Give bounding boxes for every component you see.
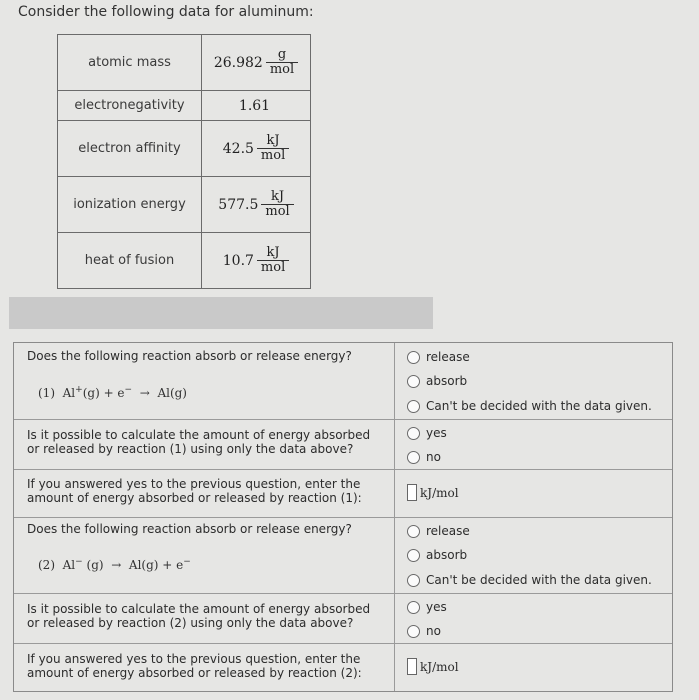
unit-fraction [261,190,293,220]
option-label: Can't be decided with the data given. [426,573,652,587]
prompt-line: amount of energy absorbed or released by reaction (2): [27,666,362,680]
option-label: no [426,450,441,464]
question-cell [14,343,395,419]
radio-icon[interactable] [407,549,420,562]
prompt-line: Is it possible to calculate the amount of energy absorbed [27,602,371,616]
question-row-4 [14,517,672,594]
reaction-species: Al [62,558,76,572]
unit-numerator: kJ [266,132,280,148]
prompt-line: Is it possible to calculate the amount of energy absorbed [27,428,371,442]
reaction-equation-1 [38,385,187,400]
answer-input[interactable] [407,484,417,501]
value-number: 26.982 [213,54,263,71]
question-prompt [27,428,370,456]
reaction-label: (1) [38,386,55,400]
option-cant-decide[interactable] [407,573,652,587]
question-prompt: Does the following reaction absorb or release energy? [27,522,352,536]
table-row [58,121,311,177]
option-yes[interactable] [407,600,447,614]
question-row-6 [14,643,672,691]
question-row-3 [14,469,672,518]
radio-icon[interactable] [407,427,420,440]
question-row-2 [14,419,672,470]
question-cell [14,643,395,691]
option-no[interactable] [407,624,441,638]
question-cell [14,419,395,469]
charge-superscript: − [75,557,83,567]
option-no[interactable] [407,450,441,464]
value-number: 42.5 [222,140,254,157]
row-label: atomic mass [58,35,202,91]
row-value [202,91,311,121]
radio-icon[interactable] [407,574,420,587]
option-cant-decide[interactable] [407,399,652,413]
answer-entry-1 [407,484,459,501]
prompt-line: If you answered yes to the previous question, enter the [27,652,361,666]
unit-numerator: kJ [266,244,280,260]
question-row-1 [14,343,672,420]
reaction-arrow: → [111,558,122,572]
table-row [58,91,311,121]
option-label: release [426,350,470,364]
answer-input[interactable] [407,658,417,675]
question-prompt [27,602,370,630]
reaction-product: Al(g) + e [128,558,184,572]
reaction-arrow: → [139,386,150,400]
option-label: yes [426,426,447,440]
reaction-label: (2) [38,558,55,572]
unit-fraction [257,134,289,164]
question-prompt [27,652,362,680]
prompt-line: If you answered yes to the previous question, enter the [27,477,361,491]
question-prompt: Does the following reaction absorb or release energy? [27,349,352,363]
charge-superscript: − [124,385,133,395]
option-release[interactable] [407,350,470,364]
unit-numerator: kJ [271,188,285,204]
row-label: electronegativity [58,91,202,121]
table-row [58,35,311,91]
option-label: no [426,624,441,638]
unit-denominator: mol [266,62,298,77]
row-label: heat of fusion [58,233,202,289]
row-value [202,177,311,233]
charge-superscript: − [183,557,191,567]
option-label: absorb [426,548,468,562]
prompt-line: or released by reaction (2) using only the data above? [27,616,354,630]
radio-icon[interactable] [407,400,420,413]
option-label: Can't be decided with the data given. [426,399,652,413]
unit-denominator: mol [257,148,289,163]
unit-numerator: g [277,46,287,62]
answer-entry-2 [407,658,459,675]
answer-unit: kJ/mol [420,485,459,500]
table-row [58,233,311,289]
question-prompt [27,477,362,505]
unit-fraction [257,246,289,276]
radio-icon[interactable] [407,525,420,538]
answer-unit: kJ/mol [420,659,459,674]
radio-icon[interactable] [407,451,420,464]
option-label: yes [426,600,447,614]
question-cell [14,593,395,643]
unit-denominator: mol [257,260,289,275]
option-label: absorb [426,374,468,388]
prompt-line: amount of energy absorbed or released by reaction (1): [27,491,362,505]
reaction-equation-2 [38,557,191,572]
table-row [58,177,311,233]
reaction-species: Al [62,386,76,400]
option-label: release [426,524,470,538]
reaction-species: (g) [86,558,104,572]
redacted-bar [9,297,433,329]
row-label: electron affinity [58,121,202,177]
prompt-line: or released by reaction (1) using only the data above? [27,442,354,456]
row-value [202,121,311,177]
radio-icon[interactable] [407,625,420,638]
intro-text: Consider the following data for aluminum: [18,4,314,20]
question-panel [13,342,673,692]
charge-superscript: + [75,385,83,395]
option-absorb[interactable] [407,548,467,562]
option-absorb[interactable] [407,374,467,388]
row-value [202,35,311,91]
radio-icon[interactable] [407,601,420,614]
aluminum-data-table [57,34,311,289]
reaction-species: (g) + e [82,386,125,400]
option-yes[interactable] [407,426,447,440]
value-number: 1.61 [238,97,271,114]
value-number: 10.7 [222,252,254,269]
question-cell [14,517,395,593]
question-row-5 [14,593,672,644]
radio-icon[interactable] [407,351,420,364]
row-label: ionization energy [58,177,202,233]
reaction-product: Al(g) [157,386,187,400]
option-release[interactable] [407,524,470,538]
value-number: 577.5 [218,196,259,213]
unit-fraction [266,48,298,78]
unit-denominator: mol [261,204,293,219]
row-value [202,233,311,289]
question-cell [14,469,395,517]
radio-icon[interactable] [407,375,420,388]
